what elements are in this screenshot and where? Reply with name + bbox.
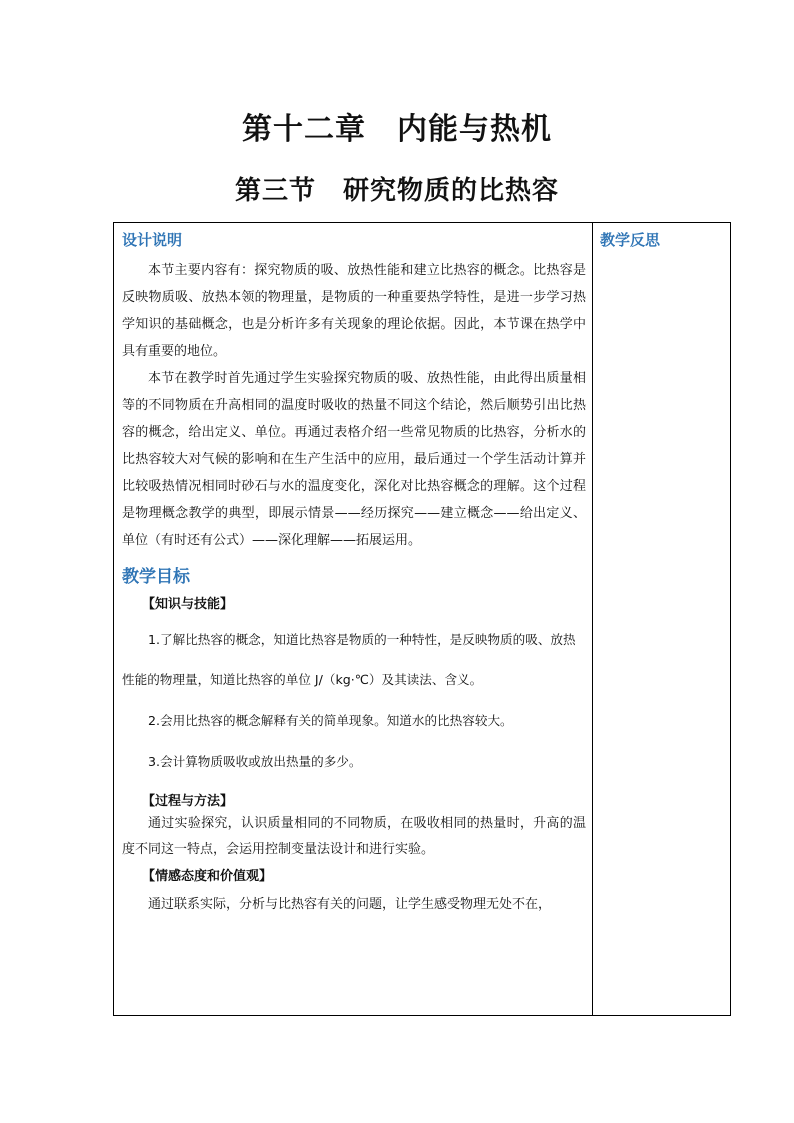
process-heading: 【过程与方法】 [142, 794, 234, 809]
goal-2: 2.会用比热容的概念解释有关的简单现象。知道水的比热容较大。 [148, 713, 513, 728]
lesson-table [113, 222, 731, 1016]
knowledge-heading: 【知识与技能】 [142, 597, 234, 612]
goal-1: 1.了解比热容的概念，知道比热容是物质的一种特性，是反映物质的吸、放热性能的物理量，知道比热容的单位 J/（kg·℃）及其读法、含义。 [122, 632, 576, 687]
reflection-heading: 教学反思 [600, 231, 661, 249]
reflection-column [600, 229, 724, 250]
section-title: 第三节 研究物质的比热容 [234, 176, 559, 206]
emotion-paragraph: 通过联系实际，分析与比热容有关的问题，让学生感受物理无处不在， [148, 897, 552, 912]
process-paragraph: 通过实验探究，认识质量相同的不同物质，在吸收相同的热量时，升高的温度不同这一特点，会运用控制变量法设计和进行实验。 [122, 816, 586, 857]
goals-heading: 教学目标 [122, 567, 190, 587]
emotion-heading: 【情感态度和价值观】 [142, 869, 273, 884]
column-divider [592, 223, 593, 1015]
chapter-title: 第十二章 内能与热机 [242, 112, 552, 147]
design-heading: 设计说明 [122, 231, 183, 249]
design-paragraph-2: 本节在教学时首先通过学生实验探究物质的吸、放热性能，由此得出质量相等的不同物质在升高相同的温度时吸收的热量不同这个结论，然后顺势引出比热容的概念，给出定义、单位。再通过表格介绍一些常见物质的比热容，分析水的比热容较大对气候的影响和在生产生活中的应用，最后通过一个学生活动计算并比较吸热情况相同时砂石与水的温度变化，深化对比热容概念的理解。这个过程是物理概念教学的典型，即展示情景——经历探究——建立概念——给出定义、单位（有时还有公式）——深化理解——拓展运用。 [122, 371, 586, 548]
goal-3: 3.会计算物质吸收或放出热量的多少。 [148, 754, 362, 769]
design-column [122, 229, 586, 915]
design-paragraph-1: 本节主要内容有：探究物质的吸、放热性能和建立比热容的概念。比热容是反映物质吸、放热本领的物理量，是物质的一种重要热学特性，是进一步学习热学知识的基础概念，也是分析许多有关现象的理论依据。因此，本节课在热学中具有重要的地位。 [122, 263, 586, 359]
